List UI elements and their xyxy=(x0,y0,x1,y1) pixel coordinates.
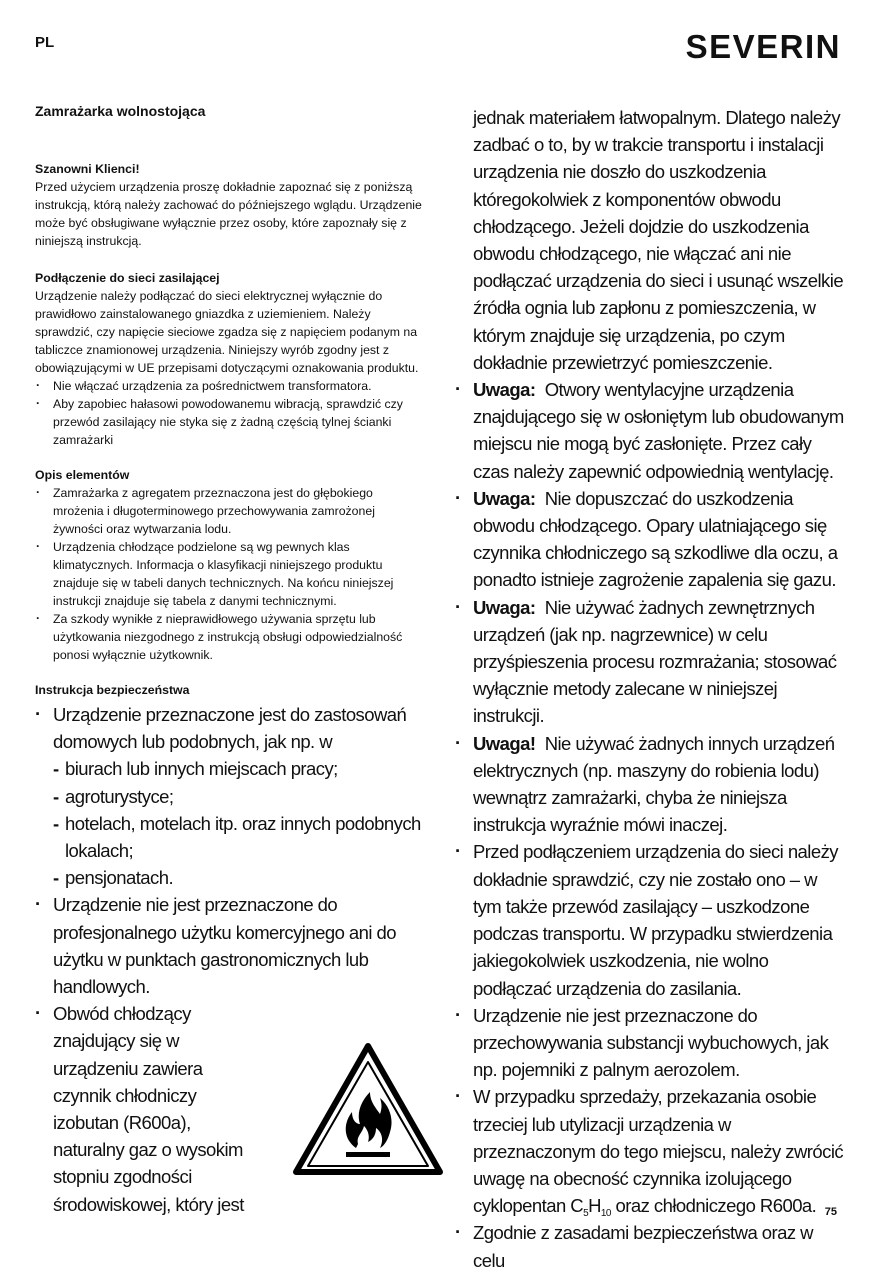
list-item: · Zgodnie z zasadami bezpieczeństwa oraz w celu xyxy=(455,1219,847,1273)
list-item xyxy=(35,701,425,891)
warning-label: Uwaga: xyxy=(473,487,536,509)
list-item: · Za szkody wynikłe z nieprawidłowego używania sprzętu lub użytkowania niezgodnego z instrukcją obsługi odpowiedzialność ponosi wyłącznie użytkownik. xyxy=(35,610,425,664)
list-item: - pensjonatach. xyxy=(53,864,425,891)
power-section xyxy=(35,269,425,449)
list-item xyxy=(455,730,847,839)
intro-text: Przed użyciem urządzenia proszę dokładnie zapoznać się z poniższą instrukcją, którą należy zachować do późniejszego wglądu. Urządzenie może być obsługiwane wyłącznie przez osoby, które zapoznały się z niniejszą instrukcją. xyxy=(35,180,422,248)
warning-text: Nie dopuszczać do uszkodzenia obwodu chłodzącego. Opary ulatniającego się czynnika chłodniczego są szkodliwe dla oczu, a ponadto istnieje zagrożenie zapalenia się gazu. xyxy=(473,487,838,591)
elements-section xyxy=(35,466,425,664)
list-item xyxy=(455,594,847,730)
safety-b3-continued: jednak materiałem łatwopalnym. Dlatego należy zadbać o to, by w trakcie transportu i instalacji urządzenia nie doszło do uszkodzenia któregokolwiek z komponentów obwodu chłodzącego. Jeżeli dojdzie do uszkodzenia obwodu chłodzącego, nie włączać ani nie podłączać urządzenia do sieci i usunąć wszelkie źródła ognia lub zapłonu z pomieszczenia, w którym znajduje się urządzenia, po czym dokładnie przewietrzyć pomieszczenie. xyxy=(473,107,844,373)
safety-heading: Instrukcja bezpieczeństwa xyxy=(35,683,190,697)
safety-b1-sublist xyxy=(53,755,425,891)
language-code: PL xyxy=(35,34,55,51)
elements-heading: Opis elementów xyxy=(35,468,130,482)
warning-text: Nie używać żadnych zewnętrznych urządzeń (jak np. nagrzewnice) w celu przyśpieszenia procesu rozmrażania; stosować wyłącznie metody zalecane w niniejszej instrukcji. xyxy=(473,596,837,727)
brand-logo: SEVERIN xyxy=(685,28,841,65)
safety-heading-block xyxy=(35,681,425,699)
page-number: 75 xyxy=(824,1206,837,1218)
list-item xyxy=(455,1083,847,1219)
warning-label: Uwaga: xyxy=(473,379,536,401)
document-title: Zamrażarka wolnostojąca xyxy=(35,103,206,119)
list-item: - agroturystyce; xyxy=(53,783,425,810)
warning-label: Uwaga: xyxy=(473,596,536,618)
list-item: · Aby zapobiec hałasowi powodowanemu wibracją, sprawdzić czy przewód zasilający nie styka się z żadną częścią tylnej ścianki zamrażarki xyxy=(35,395,425,449)
list-item: · Przed podłączeniem urządzenia do sieci należy dokładnie sprawdzić, czy nie zostało ono – w tym także przewód zasilający – uszkodzone podczas transportu. W przypadku stwierdzenia jakiegokolwiek uszkodzenia, nie wolno podłączać urządzenia do zasilania. xyxy=(455,838,847,1001)
safety-b6-text: oraz chłodniczego R600a. xyxy=(610,1195,817,1217)
flammable-warning-icon xyxy=(290,1040,446,1178)
power-bullets xyxy=(35,377,425,449)
subscript: 10 xyxy=(600,1208,611,1220)
safety-b6-text: W przypadku sprzedaży, przekazania osobie trzeciej lub utylizacji urządzenia w przeznaczonym do tego miejscu, należy zwrócić uwagę na obecność czynnika izolującego cyklopentan C xyxy=(473,1086,844,1217)
subscript: 5 xyxy=(583,1208,589,1220)
list-item: · Nie włączać urządzenia za pośrednictwem transformatora. xyxy=(35,377,425,395)
power-heading: Podłączenie do sieci zasilającej xyxy=(35,271,220,285)
list-item: · Urządzenie nie jest przeznaczone do przechowywania substancji wybuchowych, jak np. pojemniki z palnym aerozolem. xyxy=(455,1002,847,1084)
list-item xyxy=(455,376,847,485)
intro-heading: Szanowni Klienci! xyxy=(35,162,140,176)
elements-bullets xyxy=(35,484,425,664)
power-text: Urządzenie należy podłączać do sieci elektrycznej wyłącznie do prawidłowo zainstalowanego gniazdka z uziemieniem. Należy sprawdzić, czy napięcie sieciowe zgadza się z napięciem podanym na tabliczce znamionowej urządzenia. Niniejszy wyrób zgodny jest z obowiązującymi w UE przepisami dotyczącymi oznakowania produktu. xyxy=(35,289,419,375)
safety-b6-text: H xyxy=(588,1195,601,1217)
right-column xyxy=(455,104,847,1274)
list-item: · Urządzenie nie jest przeznaczone do profesjonalnego użytku komercyjnego ani do użytku w punktach gastronomicznych lub handlowych. xyxy=(35,891,425,1000)
list-item xyxy=(455,485,847,594)
warning-text: Otwory wentylacyjne urządzenia znajdującego się w osłoniętym lub obudowanym miejscu nie mogą być zasłonięte. Przez cały czas należy zapewnić odpowiednią wentylację. xyxy=(473,379,844,482)
list-item: - hotelach, motelach itp. oraz innych podobnych lokalach; xyxy=(53,810,425,864)
safety-right xyxy=(455,104,847,1274)
list-item: · Urządzenia chłodzące podzielone są wg pewnych klas klimatycznych. Informacja o klasyfikacji niniejszego produktu znajduje się w tabeli danych technicznych. Na końcu niniejszej instrukcji znajduje się tabela z danymi technicznymi. xyxy=(35,538,425,610)
safety-b1-intro: Urządzenie przeznaczone jest do zastosowań domowych lub podobnych, jak np. w xyxy=(53,704,407,753)
safety-b3: · Obwód chłodzący znajdujący się w urządzeniu zawiera czynnik chłodniczy izobutan (R600a), naturalny gaz o wysokim stopniu zgodności środowiskowej, który jest xyxy=(53,1003,244,1215)
intro-section xyxy=(35,160,425,250)
list-item: · Zamrażarka z agregatem przeznaczona jest do głębokiego mrożenia i długoterminowego przechowywania zamrożonej żywności oraz wytwarzania lodu. xyxy=(35,484,425,538)
list-item: - biurach lub innych miejscach pracy; xyxy=(53,755,425,782)
warning-label: Uwaga! xyxy=(473,732,536,754)
warning-text: Nie używać żadnych innych urządzeń elektrycznych (np. maszyny do robienia lodu) wewnątrz zamrażarki, chyba że niniejsza instrukcja wyraźnie mówi inaczej. xyxy=(473,732,835,836)
safety-bullets-right xyxy=(455,376,847,1274)
